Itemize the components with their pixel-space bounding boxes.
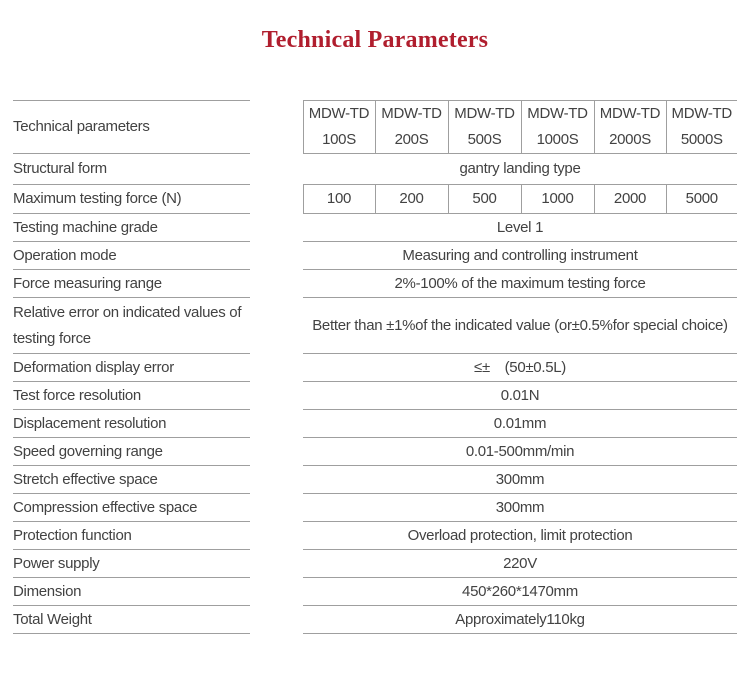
param-value-cell: 0.01-500mm/min: [303, 438, 737, 466]
gap-cell: [250, 101, 303, 154]
model-series: MDW-TD: [308, 105, 370, 122]
model-header-cell: [448, 101, 521, 154]
table-row: [13, 438, 737, 466]
table-row: [13, 354, 737, 382]
corner-label-cell: Technical parameters: [13, 101, 250, 154]
model-header-cell: [666, 101, 737, 154]
table-row: [13, 466, 737, 494]
param-value-cell: 200: [375, 185, 448, 214]
gap-cell: [250, 382, 303, 410]
param-label-cell: Dimension: [13, 578, 250, 606]
model-variant: 500S: [467, 131, 502, 148]
table-row: [13, 522, 737, 550]
model-series: MDW-TD: [671, 105, 732, 122]
gap-cell: [250, 466, 303, 494]
table-row: [13, 154, 737, 185]
param-value-cell: 450*260*1470mm: [303, 578, 737, 606]
gap-cell: [250, 270, 303, 298]
param-value-cell: gantry landing type: [303, 154, 737, 185]
table-row: [13, 382, 737, 410]
gap-cell: [250, 214, 303, 242]
param-label-cell: Maximum testing force (N): [13, 185, 250, 214]
model-variant: 100S: [322, 131, 356, 148]
param-label-cell: Operation mode: [13, 242, 250, 270]
param-value-cell: Approximately110kg: [303, 606, 737, 634]
table-row: [13, 214, 737, 242]
model-series: MDW-TD: [527, 105, 588, 122]
gap-cell: [250, 550, 303, 578]
param-value-cell: 0.01N: [303, 382, 737, 410]
model-series: MDW-TD: [454, 105, 515, 122]
param-value-cell: 100: [303, 185, 375, 214]
model-variant: 200S: [394, 131, 429, 148]
param-value-cell: Measuring and controlling instrument: [303, 242, 737, 270]
gap-cell: [250, 410, 303, 438]
param-value-cell: 1000: [521, 185, 594, 214]
param-label-cell: Deformation display error: [13, 354, 250, 382]
param-value-cell: 500: [448, 185, 521, 214]
param-value-cell: 220V: [303, 550, 737, 578]
gap-cell: [250, 242, 303, 270]
table-header-row: [13, 101, 737, 154]
model-variant: 1000S: [536, 131, 579, 148]
table-row: [13, 242, 737, 270]
param-value-cell: ≤± (50±0.5L): [303, 354, 737, 382]
param-label-cell: Speed governing range: [13, 438, 250, 466]
param-label-cell: Displacement resolution: [13, 410, 250, 438]
table-row: [13, 550, 737, 578]
param-value-cell: 2000: [594, 185, 666, 214]
gap-cell: [250, 354, 303, 382]
table-row: [13, 606, 737, 634]
param-label-cell: Power supply: [13, 550, 250, 578]
model-variant: 5000S: [680, 131, 723, 148]
param-value-cell: 300mm: [303, 494, 737, 522]
gap-cell: [250, 494, 303, 522]
gap-cell: [250, 298, 303, 354]
gap-cell: [250, 438, 303, 466]
param-value-cell: 5000: [666, 185, 737, 214]
model-header-cell: [375, 101, 448, 154]
table-row: [13, 298, 737, 354]
page-title: Technical Parameters: [261, 27, 489, 53]
param-label-cell: Testing machine grade: [13, 214, 250, 242]
model-header-cell: [521, 101, 594, 154]
param-label-cell: Force measuring range: [13, 270, 250, 298]
param-label-cell: Compression effective space: [13, 494, 250, 522]
param-label-cell: Protection function: [13, 522, 250, 550]
param-value-cell: Overload protection, limit protection: [303, 522, 737, 550]
gap-cell: [250, 154, 303, 185]
param-label-cell: Test force resolution: [13, 382, 250, 410]
table-row: [13, 578, 737, 606]
gap-cell: [250, 522, 303, 550]
table-row: [13, 494, 737, 522]
model-header-cell: [303, 101, 375, 154]
gap-cell: [250, 185, 303, 214]
param-value-cell: Level 1: [303, 214, 737, 242]
param-value-cell: 2%-100% of the maximum testing force: [303, 270, 737, 298]
table-row: [13, 270, 737, 298]
param-value-cell: Better than ±1%of the indicated value (or±0.5%for special choice): [303, 298, 737, 354]
gap-cell: [250, 606, 303, 634]
model-series: MDW-TD: [381, 105, 442, 122]
param-label-cell: Stretch effective space: [13, 466, 250, 494]
technical-parameters-table: [13, 100, 737, 634]
param-value-cell: 0.01mm: [303, 410, 737, 438]
param-label-cell: Total Weight: [13, 606, 250, 634]
param-label-cell: Relative error on indicated values of testing force: [13, 298, 250, 354]
param-label-cell: Structural form: [13, 154, 250, 185]
gap-cell: [250, 578, 303, 606]
table-row: [13, 410, 737, 438]
model-variant: 2000S: [609, 131, 651, 148]
model-header-cell: [594, 101, 666, 154]
param-value-cell: 300mm: [303, 466, 737, 494]
table-row: [13, 185, 737, 214]
model-series: MDW-TD: [599, 105, 661, 122]
